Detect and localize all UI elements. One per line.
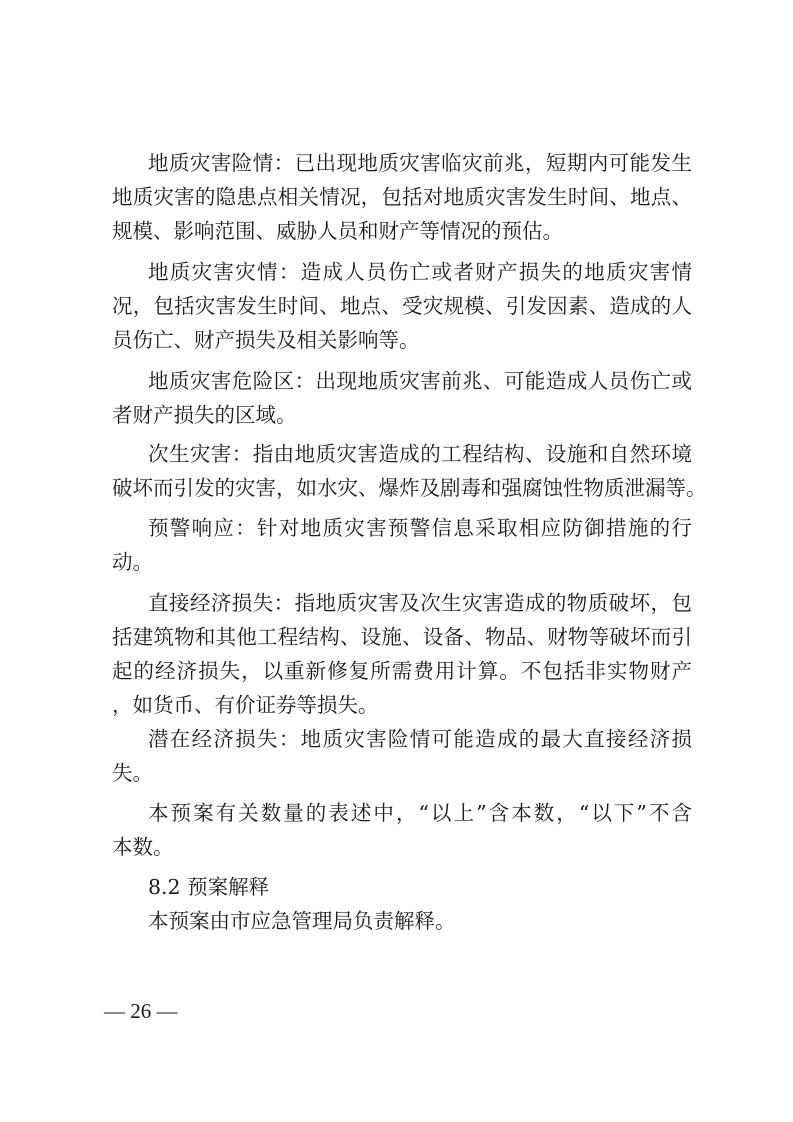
para-2-line-3: 员伤亡、财产损失及相关影响等。 <box>112 328 420 352</box>
para-4-line-1: 次生灾害：指由地质灾害造成的工程结构、设施和自然环境 <box>148 442 692 466</box>
para-5-line-2: 动。 <box>112 550 153 574</box>
para-7-line-1: 潜在经济损失：地质灾害险情可能造成的最大直接经济损 <box>148 727 692 751</box>
para-6-line-3: 起的经济损失，以重新修复所需费用计算。不包括非实物财产 <box>112 659 692 683</box>
para-6-line-4: ，如货币、有价证券等损失。 <box>112 693 379 717</box>
para-2-line-1: 地质灾害灾情：造成人员伤亡或者财产损失的地质灾害情 <box>148 260 692 284</box>
para-3-line-2: 者财产损失的区域。 <box>112 403 297 427</box>
para-6-line-2: 括建筑物和其他工程结构、设施、设备、物品、财物等破坏而引 <box>112 625 692 649</box>
para-6-line-1: 直接经济损失：指地质灾害及次生灾害造成的物质破坏，包 <box>148 591 692 615</box>
para-8-line-2: 本数。 <box>112 835 174 859</box>
page-number: — 26 — <box>104 999 178 1023</box>
para-1-line-1: 地质灾害险情：已出现地质灾害临灾前兆，短期内可能发生 <box>148 151 692 175</box>
para-5-line-1: 预警响应：针对地质灾害预警信息采取相应防御措施的行 <box>148 516 692 540</box>
para-3-line-1: 地质灾害危险区：出现地质灾害前兆、可能造成人员伤亡或 <box>148 369 692 393</box>
para-4-line-2: 破坏而引发的灾害，如水灾、爆炸及剧毒和强腐蚀性物质泄漏等。 <box>112 476 707 500</box>
section-text: 本预案由市应急管理局负责解释。 <box>148 909 456 933</box>
para-1-line-2: 地质灾害的隐患点相关情况，包括对地质灾害发生时间、地点、 <box>112 185 692 209</box>
section-heading: 8.2 预案解释 <box>148 875 270 899</box>
para-8-line-1: 本预案有关数量的表述中，“以上”含本数，“以下”不含 <box>148 801 692 825</box>
para-7-line-2: 失。 <box>112 761 153 785</box>
para-2-line-2: 况，包括灾害发生时间、地点、受灾规模、引发因素、造成的人 <box>112 294 692 318</box>
para-1-line-3: 规模、影响范围、威胁人员和财产等情况的预估。 <box>112 219 563 243</box>
